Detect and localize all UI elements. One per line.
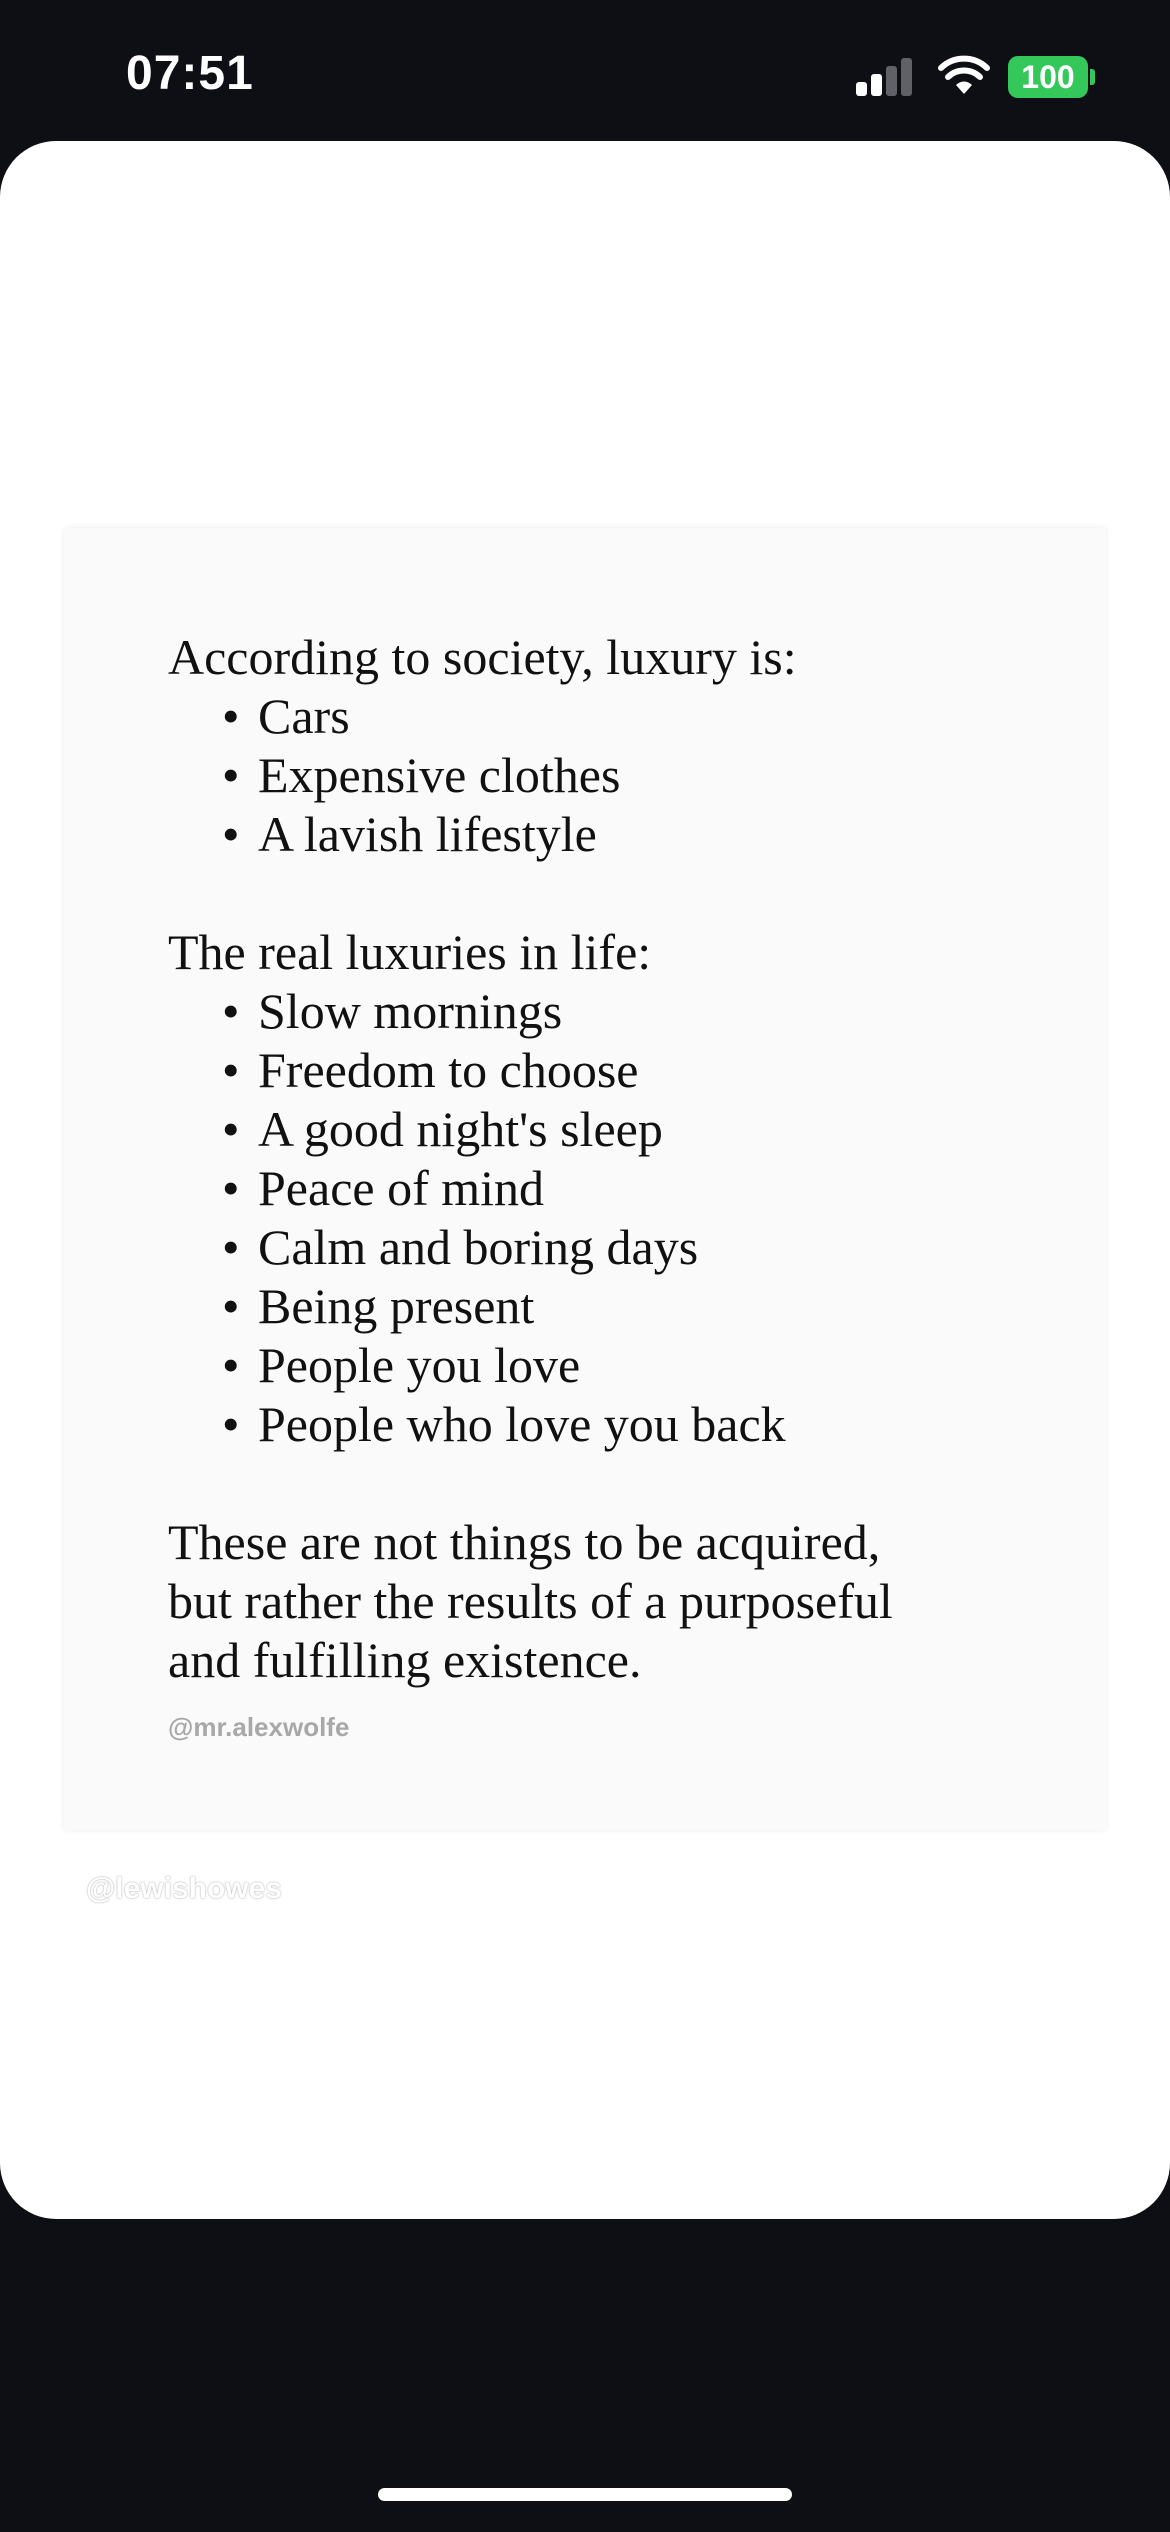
battery-icon: [1008, 56, 1088, 98]
bullet: •: [222, 1337, 240, 1393]
list-item: • Cars: [222, 688, 350, 744]
bullet: •: [222, 688, 240, 744]
bullet: •: [222, 1042, 240, 1098]
list-item: • A lavish lifestyle: [222, 806, 597, 862]
real-luxuries-heading: The real luxuries in life:: [168, 924, 652, 980]
battery-level: 100: [1021, 59, 1075, 95]
wifi-icon: [938, 54, 990, 96]
list-item: • Peace of mind: [222, 1160, 545, 1216]
list-item: • A good night's sleep: [222, 1101, 663, 1157]
bullet: •: [222, 747, 240, 803]
home-indicator[interactable]: [378, 2488, 792, 2501]
battery-nub: [1090, 69, 1095, 85]
quote-text: [168, 628, 1068, 1690]
bullet: •: [222, 1101, 240, 1157]
society-list: [168, 687, 1068, 864]
list-item: • Being present: [222, 1278, 535, 1334]
list-item: • Freedom to choose: [222, 1042, 639, 1098]
list-item: • Slow mornings: [222, 983, 563, 1039]
bullet: •: [222, 983, 240, 1039]
watermark-handle: @lewishowes: [86, 1872, 282, 1905]
list-item: • Expensive clothes: [222, 747, 621, 803]
society-heading: According to society, luxury is:: [168, 629, 797, 685]
status-bar: [0, 0, 1170, 140]
closing-line: and fulfilling existence.: [168, 1632, 642, 1688]
status-time: 07:51: [126, 47, 254, 100]
bullet: •: [222, 1396, 240, 1452]
closing-line: but rather the results of a purposeful: [168, 1573, 893, 1629]
list-item: • People who love you back: [222, 1396, 786, 1452]
list-item: • People you love: [222, 1337, 581, 1393]
author-handle: @mr.alexwolfe: [168, 1712, 350, 1742]
real-luxuries-list: [168, 982, 1068, 1454]
bullet: •: [222, 806, 240, 862]
signal-icon: [856, 56, 914, 96]
closing-line: These are not things to be acquired,: [168, 1514, 881, 1570]
list-item: • Calm and boring days: [222, 1219, 699, 1275]
bullet: •: [222, 1278, 240, 1334]
bullet: •: [222, 1219, 240, 1275]
bullet: •: [222, 1160, 240, 1216]
